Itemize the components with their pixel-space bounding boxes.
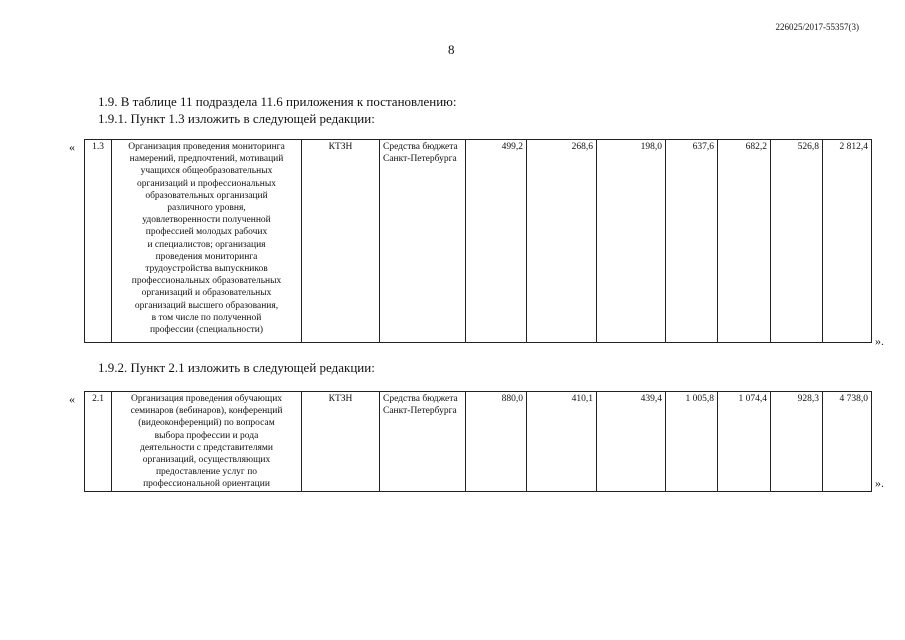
table1-value: 526,8 [771, 140, 823, 343]
table2-desc-line: Организация проведения обучающих [130, 394, 283, 404]
table1-desc-line: организаций и профессиональных [137, 178, 276, 189]
section2-line: 1.9.2. Пункт 2.1 изложить в следующей редакции: [98, 360, 375, 375]
table2-value: 880,0 [466, 392, 527, 492]
table1-value: 682,2 [718, 140, 771, 343]
table2-source-line: Санкт-Петербурга [383, 406, 457, 417]
table1-desc-line: профессиональных образовательных [131, 276, 282, 287]
table2-value: 928,3 [771, 392, 823, 492]
table1-row [85, 140, 872, 343]
table2-desc-line: семинаров (вебинаров), конференций [130, 406, 283, 417]
table2-description [112, 392, 302, 492]
table2-desc-line: профессиональной ориентации [143, 479, 270, 490]
table2-desc-line: выбора профессии и рода [154, 430, 259, 441]
table1 [84, 139, 872, 343]
table2-value: 410,1 [527, 392, 597, 492]
page-number: 8 [448, 42, 455, 57]
table1-desc-line: учащихся общеобразовательных [140, 166, 273, 177]
table1-funding-source [380, 140, 466, 343]
table1-value: 637,6 [666, 140, 718, 343]
table1-desc-line: организаций и образовательных [141, 288, 272, 299]
table1-value: 198,0 [597, 140, 666, 343]
table1-desc-line: в том числе по полученной [151, 312, 262, 323]
intro-line-2: 1.9.1. Пункт 1.3 изложить в следующей редакции: [98, 111, 375, 126]
table2-funding-source [380, 392, 466, 492]
table1-description [112, 140, 302, 343]
table1-desc-line: различного уровня, [167, 203, 246, 214]
table2-total: 4 738,0 [823, 392, 872, 492]
table1-source-line: Средства бюджета [383, 142, 458, 152]
table1-desc-line: образовательных организаций [145, 190, 268, 201]
table2-desc-line: организаций, осуществляющих [142, 455, 271, 466]
table1-source-line: Санкт-Петербурга [383, 154, 457, 165]
table2-value: 1 005,8 [666, 392, 718, 492]
table2-desc-line: (видеоконференций) по вопросам [138, 418, 275, 429]
table2-value: 1 074,4 [718, 392, 771, 492]
intro-line-1: 1.9. В таблице 11 подраздела 11.6 приложения к постановлению: [98, 94, 457, 109]
table1-desc-line: трудоустройства выпускников [145, 264, 268, 275]
table1-desc-line: Организация проведения мониторинга [128, 142, 285, 152]
table2-desc-line: предоставление услуг по [155, 467, 258, 478]
table1-desc-line: проведения мониторинга [155, 251, 258, 262]
table1-open-quote: « [69, 140, 75, 154]
table2-open-quote: « [69, 392, 75, 406]
table2-source-line: Средства бюджета [383, 394, 458, 404]
table1-desc-line: организаций высшего образования, [134, 300, 279, 311]
table2-row [85, 392, 872, 492]
table2-close-quote: ». [875, 476, 884, 490]
table1-desc-line: удовлетворенности полученной [142, 215, 271, 226]
table2-desc-line: деятельности с представителями [140, 442, 273, 453]
table1-desc-line: профессии (специальности) [149, 325, 264, 336]
table1-desc-line: профессией молодых рабочих [145, 227, 268, 238]
table1-value: 499,2 [466, 140, 527, 343]
table2-executor: КТЗН [302, 392, 380, 492]
table1-item-number: 1.3 [85, 140, 112, 343]
table1-close-quote: ». [875, 334, 884, 348]
table2-item-number: 2.1 [85, 392, 112, 492]
table2-value: 439,4 [597, 392, 666, 492]
table1-desc-line: и специалистов; организация [147, 239, 266, 250]
table1-executor: КТЗН [302, 140, 380, 343]
table1-total: 2 812,4 [823, 140, 872, 343]
table1-value: 268,6 [527, 140, 597, 343]
table2 [84, 391, 872, 492]
table1-desc-line: намерений, предпочтений, мотиваций [129, 154, 284, 165]
document-number: 226025/2017-55357(3) [775, 22, 859, 32]
